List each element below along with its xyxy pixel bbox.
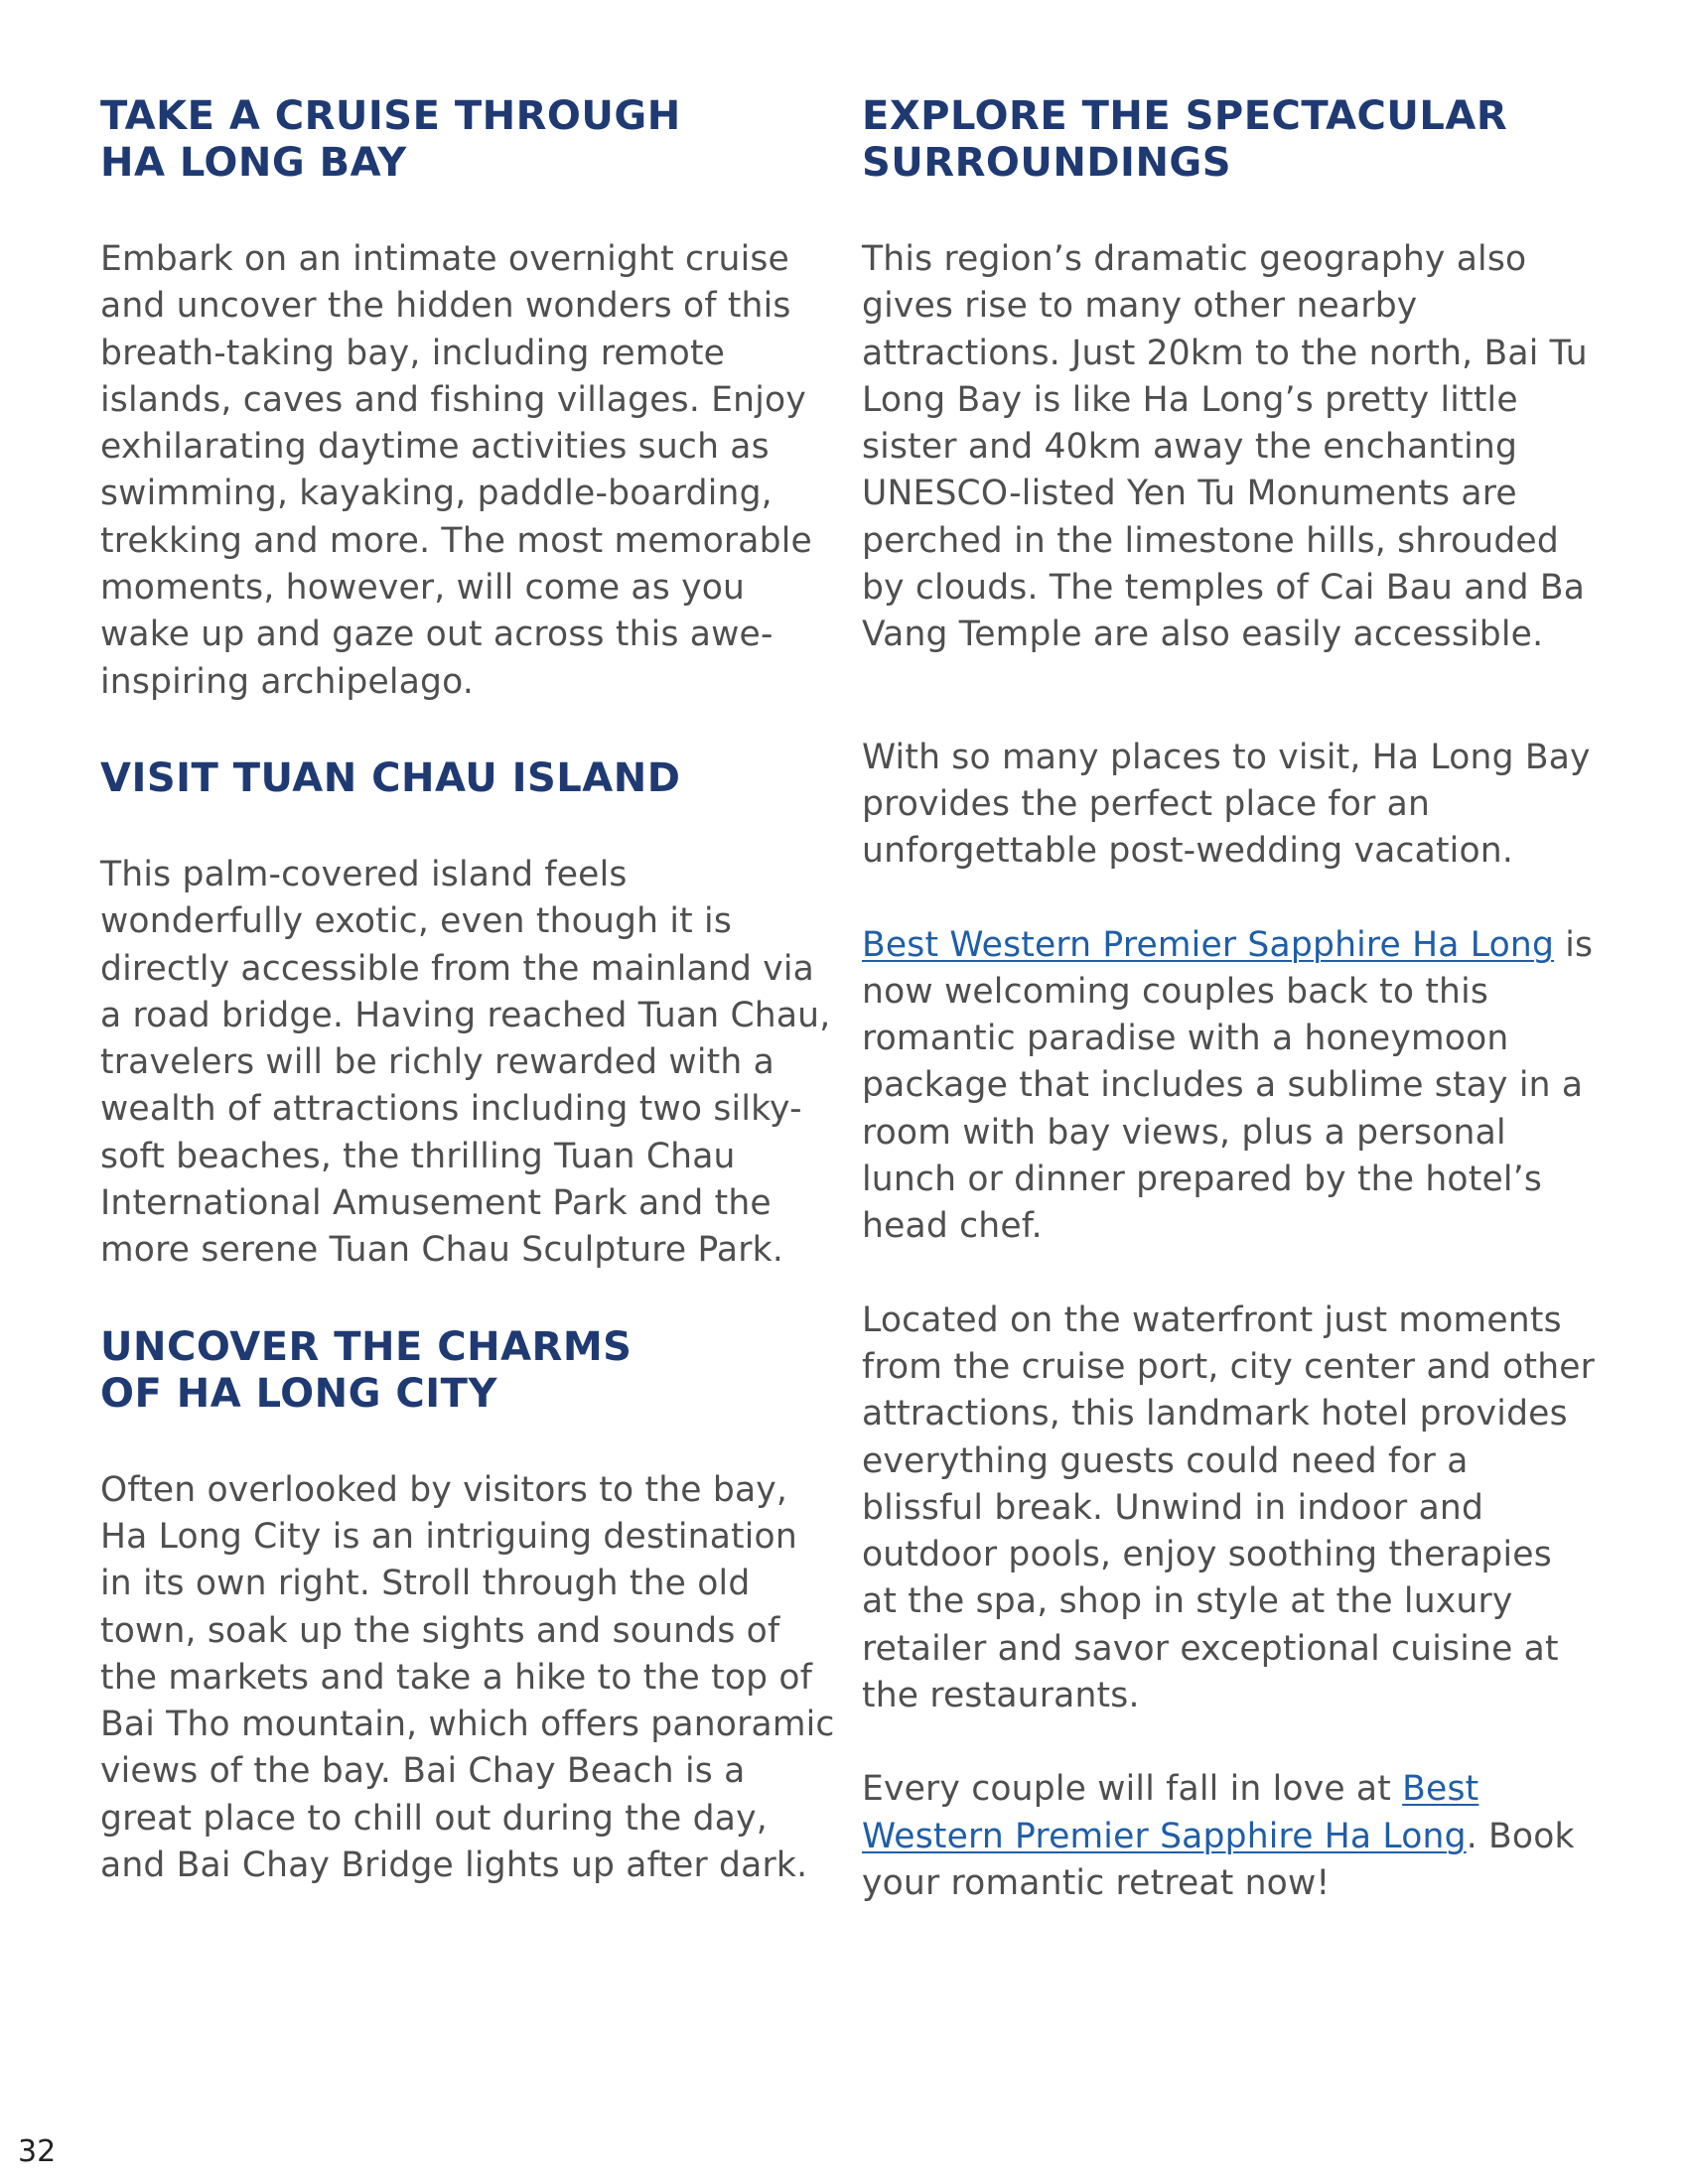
surroundings-body: This region’s dramatic geography also gives rise to many other nearby attractions. Just 20km to the north, Bai Tu Long Bay is like Ha Long’s pretty little sister and 40km away the enchanting UNESCO-listed Yen Tu Monuments are perched in the limestone hills, shrouded by clouds. The temples of Cai Bau and Ba Vang Temple are also easily accessible. (862, 239, 1588, 655)
cruise-heading: TAKE A CRUISE THROUGH HA LONG BAY (100, 93, 681, 186)
closing-text-after: . Book your romantic retreat now! (862, 1816, 1575, 1903)
intro-paragraph: With so many places to visit, Ha Long Bay provides the perfect place for an unforgettable post-wedding vacation. (862, 737, 1591, 872)
cruise-section (100, 93, 835, 706)
closing-text-before: Every couple will fall in love at (862, 1769, 1403, 1810)
tuan-chau-body: This palm-covered island feels wonderfully exotic, even though it is directly accessible from the mainland via a road bridge. Having reached Tuan Chau, travelers will be richly rewarded with a wealth of attractions including two silky-soft beaches, the thrilling Tuan Chau International Amusement Park and the more serene Tuan Chau Sculpture Park. (100, 854, 831, 1271)
surroundings-section (862, 93, 1597, 659)
right-column (862, 93, 1597, 1907)
page-number: 32 (18, 2134, 57, 2169)
surroundings-heading: EXPLORE THE SPECTACULAR SURROUNDINGS (862, 93, 1508, 186)
city-body: Often overlooked by visitors to the bay, Ha Long City is an intriguing destination in its own right. Stroll through the old town, soak up the sights and sounds of the markets and take a hike to the top of Bai Tho mountain, which offers panoramic views of the bay. Bai Chay Beach is a great place to chill out during the day, and Bai Chay Bridge lights up after dark. (100, 1469, 835, 1886)
column-spacer (862, 659, 1597, 735)
location-paragraph: Located on the waterfront just moments from the cruise port, city center and other attractions, this landmark hotel provides everything guests could need for a blissful break. Unwind in indoor and outdoor pools, enjoy soothing therapies at the spa, shop in style at the luxury retailer and savor exceptional cuisine at the restaurants. (862, 1299, 1596, 1716)
tuan-chau-heading: VISIT TUAN CHAU ISLAND (100, 754, 681, 801)
hotel-paragraph (862, 922, 1597, 1251)
hotel-link[interactable]: Best Western Premier Sapphire Ha Long (862, 924, 1555, 965)
city-section (100, 1324, 835, 1890)
closing-paragraph (862, 1766, 1597, 1907)
cruise-body: Embark on an intimate overnight cruise and uncover the hidden wonders of this breath-taking bay, including remote islands, caves and fishing villages. Enjoy exhilarating daytime activities such as swimming, kayaking, paddle-boarding, trekking and more. The most memorable moments, however, will come as you wake up and gaze out across this awe-inspiring archipelago. (100, 239, 812, 702)
left-column (100, 93, 835, 1889)
closing-hotel-link[interactable]: Best Western Premier Sapphire Ha Long (862, 1769, 1479, 1856)
hotel-paragraph-text: is now welcoming couples back to this romantic paradise with a honeymoon package that includes a sublime stay in a room with bay views, plus a personal lunch or dinner prepared by the hotel’s head chef. (862, 924, 1594, 1247)
city-heading: UNCOVER THE CHARMS OF HA LONG CITY (100, 1323, 633, 1417)
tuan-chau-section (100, 755, 835, 1275)
